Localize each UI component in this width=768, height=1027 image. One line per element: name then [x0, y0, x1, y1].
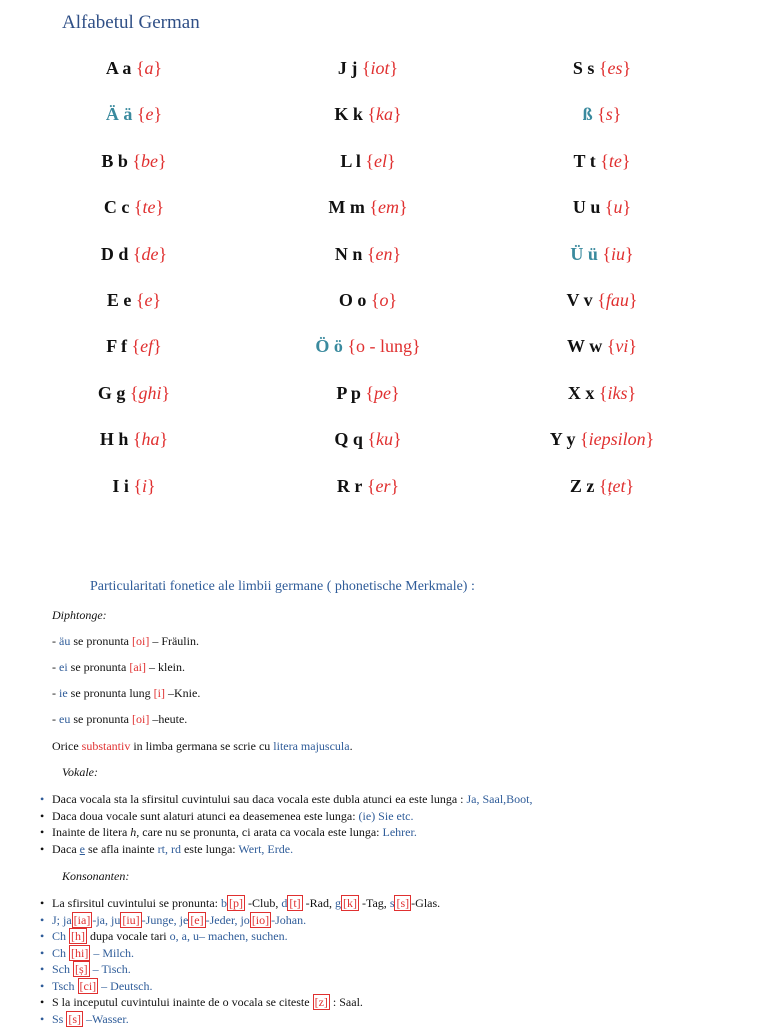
- konsonanten-item: [52, 913, 306, 928]
- example: – Deutsch.: [98, 979, 153, 993]
- pronunciation: a: [144, 58, 154, 78]
- brace-close: }: [147, 475, 156, 496]
- brace-close: }: [389, 58, 399, 78]
- brace-open: {: [366, 475, 376, 496]
- letter-pair: L l: [340, 150, 361, 171]
- text: Inainte de litera: [52, 825, 131, 839]
- pronunciation: te: [608, 150, 622, 171]
- brace-open: {: [606, 336, 616, 357]
- term-majuscula: litera majuscula: [273, 739, 350, 753]
- brace-open: {: [366, 243, 376, 264]
- pronunciation: [s]: [396, 896, 410, 910]
- alphabet-entry: [24, 244, 244, 290]
- pronunciation: s: [605, 104, 613, 125]
- vokale-item: [52, 809, 414, 824]
- brace-close: }: [625, 475, 635, 496]
- text: Ch: [52, 946, 70, 960]
- pronunciation: [ș]: [75, 962, 88, 976]
- letter-pair: Y y: [549, 429, 576, 450]
- example: –Knie.: [165, 686, 201, 700]
- example: – Milch.: [90, 946, 135, 960]
- pronunciation: ka: [376, 104, 393, 125]
- page-title: Alfabetul German: [62, 12, 200, 33]
- brace-close: }: [612, 104, 622, 125]
- brace-open: {: [598, 382, 608, 403]
- brace-open: {: [598, 58, 608, 78]
- letter-pair: W w: [567, 336, 603, 357]
- brace-close: }: [393, 104, 402, 125]
- text: -: [52, 634, 59, 648]
- vokale-heading: Vokale:: [62, 765, 98, 779]
- brace-close: }: [158, 243, 168, 264]
- text: se pronunta: [67, 660, 130, 674]
- alphabet-entry: [258, 476, 478, 522]
- pronunciation: de: [141, 243, 159, 264]
- letter-pair: Z z: [569, 475, 595, 496]
- pronunciation: [e]: [190, 913, 204, 927]
- letter-pair: E e: [106, 289, 132, 310]
- letter-pair: T t: [573, 150, 596, 171]
- alphabet-entry: [24, 383, 244, 429]
- alphabet-entry: [258, 336, 478, 382]
- example: (ie) Sie etc.: [358, 809, 414, 823]
- substantiv-rule: [52, 739, 353, 754]
- letter-pair: D d: [100, 243, 129, 264]
- example: –heute.: [149, 712, 188, 726]
- brace-open: {: [367, 429, 376, 450]
- text: -ja, ju: [92, 913, 121, 927]
- letter-pair: R r: [336, 475, 363, 496]
- letter-pair: G g: [97, 382, 126, 403]
- pronunciation: el: [374, 150, 387, 171]
- pronunciation: [z]: [314, 995, 328, 1009]
- brace-open: {: [598, 475, 608, 496]
- konsonanten-item: [52, 946, 134, 961]
- letter-e: e: [79, 842, 85, 856]
- text: -Johan.: [271, 913, 307, 927]
- letter-pair: Ä ä: [105, 104, 133, 125]
- alphabet-entry: [492, 58, 712, 104]
- konsonanten-item: [52, 929, 288, 944]
- diphtong: ie: [59, 686, 68, 700]
- brace-open: {: [597, 289, 606, 310]
- letter-pair: B b: [101, 150, 128, 171]
- brace-close: }: [153, 336, 162, 357]
- text: La sfirsitul cuvintului se pronunta:: [52, 896, 221, 910]
- alphabet-entry: [492, 476, 712, 522]
- example: – klein.: [145, 660, 185, 674]
- text: dupa vocale tari: [87, 929, 170, 943]
- alphabet-entry: [258, 290, 478, 336]
- alphabet-entry: [492, 244, 712, 290]
- diphtong: eu: [59, 712, 71, 726]
- pronunciation: vi: [615, 336, 629, 357]
- text: -Tag,: [358, 896, 390, 910]
- alphabet-entry: [24, 336, 244, 382]
- letter-pair: V v: [566, 289, 593, 310]
- pronunciation: [ci]: [79, 979, 97, 993]
- brace-close: }: [153, 104, 163, 125]
- alphabet-entry: [492, 290, 712, 336]
- example: – Fräulin.: [149, 634, 199, 648]
- pronunciation: ha: [141, 429, 160, 450]
- alphabet-entry: [24, 429, 244, 475]
- text: este lunga:: [180, 842, 239, 856]
- alphabet-entry: [258, 197, 478, 243]
- pronunciation: [s]: [68, 1012, 82, 1026]
- diphtong: äu: [59, 634, 71, 648]
- brace-close: }: [645, 429, 655, 450]
- pronunciation: iot: [370, 58, 390, 78]
- letter-pair: H h: [99, 429, 129, 450]
- pronunciation: [hi]: [71, 946, 89, 960]
- letter-pair: A a: [105, 58, 132, 78]
- pronunciation: pe: [374, 382, 391, 403]
- alphabet-entry: [258, 58, 478, 104]
- text: S la inceputul cuvintului inainte de o vocala se citeste: [52, 995, 313, 1009]
- example: –Wasser.: [83, 1012, 129, 1026]
- alphabet-entry: [24, 104, 244, 150]
- pronunciation: [oi]: [131, 712, 150, 726]
- pronunciation: e: [145, 104, 154, 125]
- brace-open: {: [347, 336, 356, 357]
- pronunciation: iu: [611, 243, 626, 264]
- konsonanten-item: [52, 896, 440, 911]
- pronunciation: te: [142, 197, 156, 218]
- brace-open: {: [367, 104, 376, 125]
- text: se pronunta: [70, 712, 132, 726]
- pronunciation: ghi: [138, 382, 162, 403]
- brace-close: }: [153, 58, 163, 78]
- pronunciation: em: [377, 197, 399, 218]
- brace-close: }: [152, 289, 162, 310]
- letter-pair: J j: [337, 58, 358, 78]
- text: -Rad,: [302, 896, 335, 910]
- text: -: [52, 686, 59, 700]
- brace-close: }: [625, 243, 634, 264]
- brace-close: }: [412, 336, 421, 357]
- text: -: [52, 660, 59, 674]
- konsonanten-item: [52, 962, 131, 977]
- text: Ch: [52, 929, 70, 943]
- diphtong-line: [52, 660, 185, 675]
- letter-pair: C c: [103, 197, 130, 218]
- text: care nu se pronunta, ci arata ca vocala este lunga:: [139, 825, 383, 839]
- text: Orice: [52, 739, 82, 753]
- brace-open: {: [361, 58, 371, 78]
- pronunciation: en: [375, 243, 393, 264]
- alphabet-entry: [24, 58, 244, 104]
- letter: g: [334, 896, 341, 910]
- alphabet-column-2: [258, 58, 478, 522]
- alphabet-entry: [492, 383, 712, 429]
- alphabet-entry: [492, 197, 712, 243]
- pronunciation: [iu]: [122, 913, 140, 927]
- text: Daca vocala sta la sfirsitul cuvintului sau daca vocala este dubla atunci ea este lunga :: [52, 792, 467, 806]
- brace-close: }: [621, 150, 631, 171]
- brace-open: {: [132, 150, 142, 171]
- brace-open: {: [132, 243, 142, 264]
- section-heading-particularitati: Particularitati fonetice ale limbii germane ( phonetische Merkmale) :: [90, 579, 475, 594]
- pronunciation: i: [142, 475, 148, 496]
- vokale-item: [52, 842, 293, 857]
- brace-open: {: [370, 289, 380, 310]
- letters-rt-rd: rt, rd: [157, 842, 181, 856]
- brace-open: {: [365, 150, 374, 171]
- pronunciation: [p]: [228, 896, 243, 910]
- diphtong-line: [52, 686, 200, 701]
- brace-open: {: [133, 197, 143, 218]
- letter-pair: Ü ü: [570, 243, 598, 264]
- brace-close: }: [628, 289, 638, 310]
- brace-open: {: [135, 58, 145, 78]
- text: Daca doua vocale sunt alaturi atunci ea deasemenea este lunga:: [52, 809, 359, 823]
- diphtong-line: [52, 712, 187, 727]
- alphabet-column-3: [492, 58, 712, 522]
- letter-pair: K k: [334, 104, 363, 125]
- text: Sch: [52, 962, 73, 976]
- brace-open: {: [133, 475, 142, 496]
- brace-open: {: [365, 382, 374, 403]
- text: se pronunta: [70, 634, 132, 648]
- letter-pair: U u: [572, 197, 601, 218]
- letter-pair: O o: [338, 289, 367, 310]
- vowels: o, a, u: [169, 929, 199, 943]
- pronunciation: [oi]: [131, 634, 150, 648]
- letter-pair: P p: [336, 382, 361, 403]
- letter-pair: Ö ö: [315, 336, 343, 357]
- letter-pair: X x: [567, 382, 595, 403]
- pronunciation: țet: [607, 475, 626, 496]
- alphabet-entry: [258, 104, 478, 150]
- konsonanten-item: [52, 1012, 129, 1027]
- text: Tsch: [52, 979, 78, 993]
- brace-open: {: [602, 243, 611, 264]
- term-substantiv: substantiv: [81, 739, 131, 753]
- alphabet-entry: [492, 429, 712, 475]
- letter-pair: F f: [106, 336, 128, 357]
- brace-open: {: [131, 336, 141, 357]
- pronunciation: be: [141, 150, 159, 171]
- pronunciation: [t]: [289, 896, 301, 910]
- alphabet-entry: [258, 383, 478, 429]
- letter: s: [389, 896, 395, 910]
- pronunciation: [ia]: [73, 913, 91, 927]
- brace-close: }: [398, 197, 408, 218]
- example: Ja, Saal,Boot,: [466, 792, 533, 806]
- alphabet-entry: [24, 151, 244, 197]
- letter: d: [281, 896, 288, 910]
- text: -Glas.: [411, 896, 441, 910]
- brace-close: }: [161, 382, 171, 403]
- text: in limba germana se scrie cu: [130, 739, 274, 753]
- brace-close: }: [159, 429, 169, 450]
- pronunciation: ku: [376, 429, 393, 450]
- brace-close: }: [390, 475, 400, 496]
- pronunciation: [io]: [251, 913, 270, 927]
- brace-open: {: [132, 429, 142, 450]
- pronunciation: o - lung: [356, 336, 412, 357]
- example: – Tisch.: [89, 962, 131, 976]
- konsonanten-item: [52, 979, 152, 994]
- brace-close: }: [388, 289, 398, 310]
- vokale-item: [52, 792, 533, 807]
- alphabet-entry: [492, 336, 712, 382]
- brace-close: }: [158, 150, 167, 171]
- text: J; ja: [52, 913, 72, 927]
- letter-pair: Q q: [334, 429, 363, 450]
- text: Daca: [52, 842, 80, 856]
- letter-h: h,: [130, 825, 140, 839]
- alphabet-entry: [24, 197, 244, 243]
- brace-open: {: [136, 104, 146, 125]
- alphabet-entry: [492, 104, 712, 150]
- alphabet-entry: [258, 244, 478, 290]
- pronunciation: [ai]: [129, 660, 146, 674]
- text: se afla inainte: [84, 842, 158, 856]
- letter-pair: N n: [334, 243, 363, 264]
- brace-close: }: [628, 336, 637, 357]
- text: -Junge, je: [141, 913, 189, 927]
- pronunciation: e: [144, 289, 153, 310]
- pronunciation: fau: [605, 289, 629, 310]
- diphtonge-heading: Diphtonge:: [52, 608, 107, 622]
- brace-open: {: [600, 150, 609, 171]
- alphabet-entry: [24, 476, 244, 522]
- brace-close: }: [387, 150, 396, 171]
- alphabet-entry: [258, 429, 478, 475]
- text: -Club,: [244, 896, 282, 910]
- text: .: [349, 739, 353, 753]
- konsonanten-heading: Konsonanten:: [62, 869, 130, 883]
- letter-pair: ß: [582, 104, 593, 125]
- alphabet-entry: [258, 151, 478, 197]
- brace-open: {: [135, 289, 145, 310]
- brace-open: {: [129, 382, 139, 403]
- pronunciation: [h]: [71, 929, 86, 943]
- letter: b: [220, 896, 227, 910]
- letter-pair: M m: [328, 197, 365, 218]
- diphtong: ei: [59, 660, 68, 674]
- example: Wert, Erde.: [238, 842, 294, 856]
- brace-close: }: [622, 58, 632, 78]
- letter-pair: S s: [572, 58, 595, 78]
- brace-close: }: [392, 243, 402, 264]
- example: Lehrer.: [382, 825, 417, 839]
- vokale-item: [52, 825, 417, 840]
- pronunciation: o: [379, 289, 389, 310]
- pronunciation: u: [613, 197, 623, 218]
- pronunciation: iks: [607, 382, 628, 403]
- example: – machen, suchen.: [198, 929, 288, 943]
- pronunciation: er: [375, 475, 391, 496]
- pronunciation: [k]: [342, 896, 357, 910]
- brace-open: {: [604, 197, 614, 218]
- text: -Jeder, jo: [205, 913, 250, 927]
- konsonanten-item: [52, 995, 363, 1010]
- brace-close: }: [627, 382, 637, 403]
- alphabet-column-1: [24, 58, 244, 522]
- letter-pair: I i: [112, 475, 129, 496]
- example: : Saal.: [329, 995, 363, 1009]
- text: se pronunta lung: [67, 686, 154, 700]
- brace-open: {: [597, 104, 606, 125]
- alphabet-entry: [24, 290, 244, 336]
- brace-open: {: [580, 429, 589, 450]
- brace-open: {: [369, 197, 378, 218]
- alphabet-entry: [492, 151, 712, 197]
- pronunciation: [i]: [153, 686, 165, 700]
- pronunciation: es: [607, 58, 623, 78]
- text: Ss: [52, 1012, 67, 1026]
- brace-close: }: [391, 382, 400, 403]
- text: -: [52, 712, 59, 726]
- brace-close: }: [622, 197, 632, 218]
- pronunciation: iepsilon: [588, 429, 646, 450]
- pronunciation: ef: [140, 336, 154, 357]
- brace-close: }: [393, 429, 402, 450]
- diphtong-line: [52, 634, 199, 649]
- brace-close: }: [155, 197, 165, 218]
